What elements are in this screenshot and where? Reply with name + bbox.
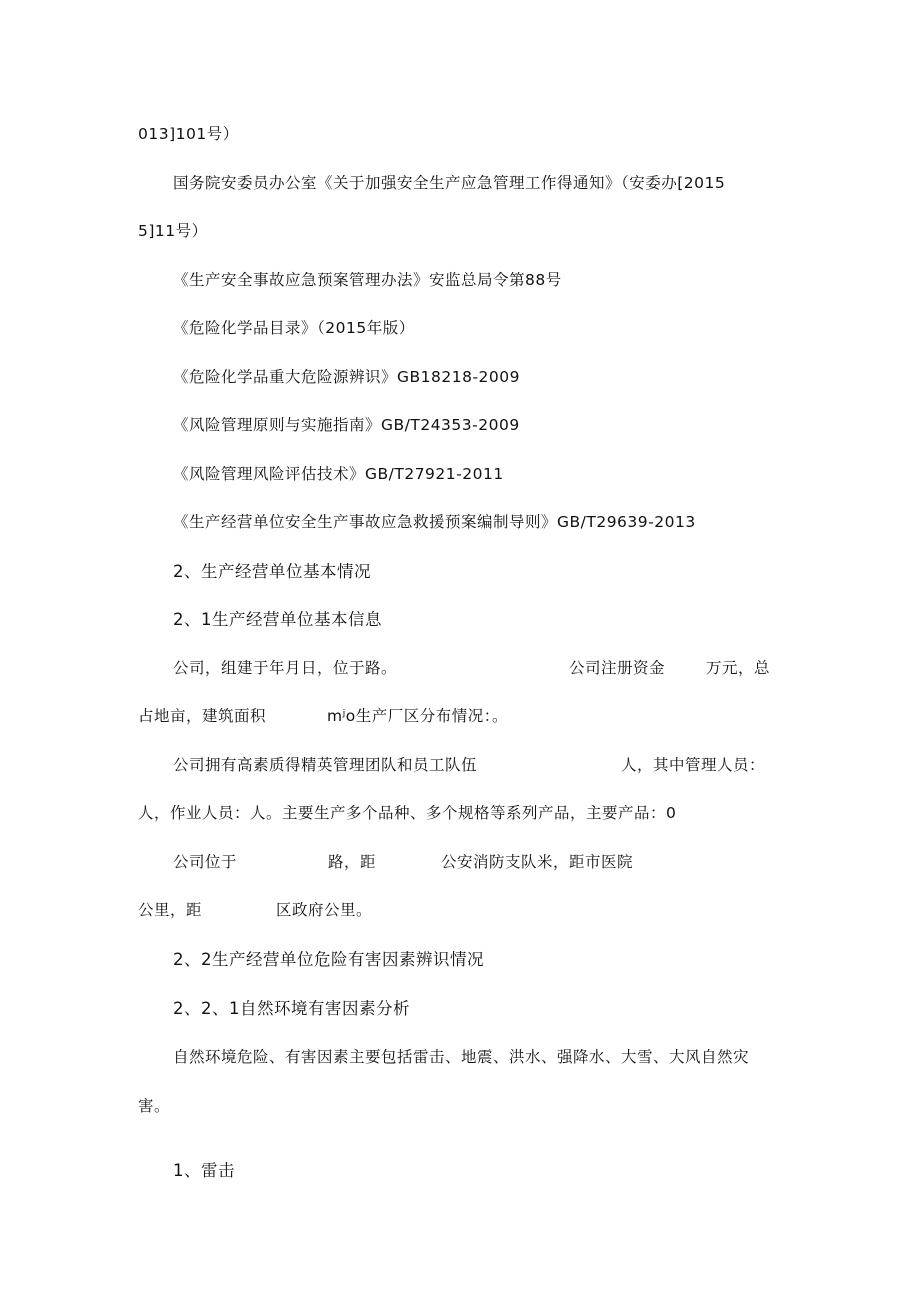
- text-line: 害。: [138, 1097, 171, 1115]
- text-line: 公安消防支队米，距市医院: [441, 853, 634, 871]
- text-line: 国务院安委员办公室《关于加强安全生产应急管理工作得通知》（安委办[2015: [173, 174, 726, 192]
- text-line: 人，其中管理人员：: [621, 756, 766, 774]
- text-line: 公司位于: [173, 853, 238, 871]
- text-line: 公司注册资金: [569, 659, 666, 677]
- text-line: mʲo生产厂区分布情况：。: [327, 707, 509, 725]
- text-line: 公司拥有高素质得精英管理团队和员工队伍: [173, 756, 478, 774]
- subsection-heading: 2、1生产经营单位基本信息: [173, 610, 382, 629]
- text-line: 公里，距: [138, 901, 203, 919]
- subsection-heading: 2、2生产经营单位危险有害因素辨识情况: [173, 950, 484, 969]
- section-heading: 2、生产经营单位基本情况: [173, 562, 371, 581]
- reference-item: 《生产经营单位安全生产事故应急救援预案编制导则》GB/T29639-2013: [173, 513, 696, 531]
- reference-item: 《危险化学品目录》（2015年版）: [173, 319, 415, 337]
- text-line: 区政府公里。: [276, 901, 373, 919]
- text-line: 5]11号）: [138, 222, 208, 240]
- reference-item: 《风险管理风险评估技术》GB/T27921-2011: [173, 465, 504, 483]
- text-line: 路，距: [328, 853, 377, 871]
- list-heading: 1、雷击: [173, 1161, 235, 1180]
- text-line: 万元，总: [706, 659, 771, 677]
- reference-item: 《风险管理原则与实施指南》GB/T24353-2009: [173, 416, 520, 434]
- text-line: 人，作业人员：人。主要生产多个品种、多个规格等系列产品，主要产品：0: [138, 804, 677, 822]
- reference-item: 《危险化学品重大危险源辨识》GB18218-2009: [173, 368, 520, 386]
- text-line: 公司，组建于年月日，位于路。: [173, 659, 398, 677]
- text-line: 自然环境危险、有害因素主要包括雷击、地震、洪水、强降水、大雪、大风自然灾: [173, 1048, 750, 1066]
- subsection-heading: 2、2、1自然环境有害因素分析: [173, 999, 410, 1018]
- text-line: 占地亩，建筑面积: [138, 707, 267, 725]
- reference-item: 《生产安全事故应急预案管理办法》安监总局令第88号: [173, 271, 562, 289]
- text-line: 013]101号）: [138, 125, 239, 143]
